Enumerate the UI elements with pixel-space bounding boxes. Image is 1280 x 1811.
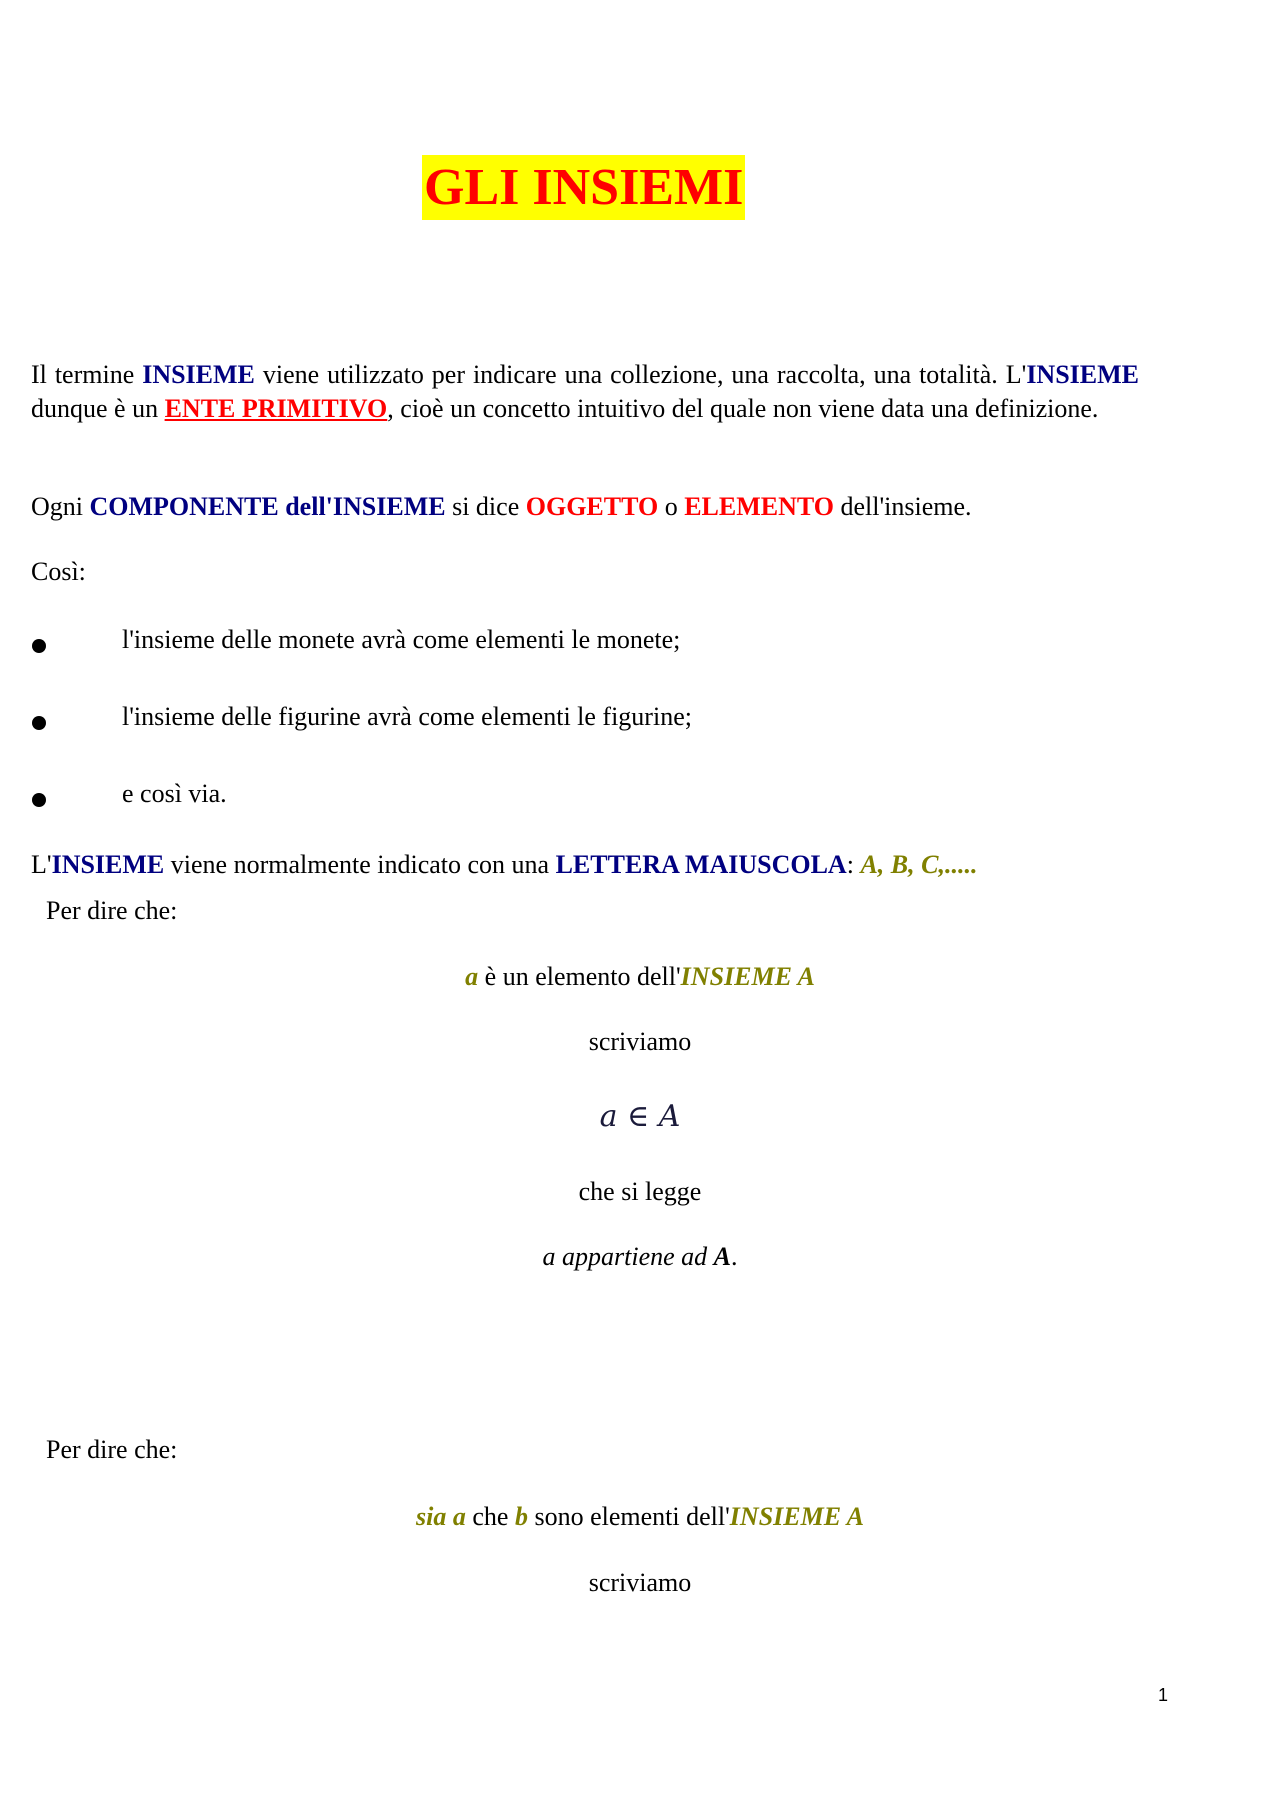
reading-text: a appartiene ad <box>542 1242 714 1271</box>
formula-text: a ∈ A <box>599 1099 681 1134</box>
per-dire-label: Per dire che: <box>46 896 178 925</box>
bullet-dot <box>32 716 46 730</box>
page-title: GLI INSIEMI <box>424 159 744 216</box>
scriviamo-label: scriviamo <box>588 1027 692 1056</box>
intro-text-2: viene utilizzato per indicare una collezione, una raccolta, una totalità. L' <box>254 360 1027 389</box>
list-item: l'insieme delle figurine avrà come elementi le figurine; <box>122 702 692 731</box>
element-b: b <box>514 1502 528 1531</box>
intro-text-3: dunque è un <box>31 394 165 423</box>
term-insieme-3: INSIEME <box>51 850 165 879</box>
element-a: a <box>465 962 479 991</box>
insieme-a: INSIEME A <box>680 962 815 991</box>
statement-2-text-2: sono elementi dell' <box>527 1502 730 1531</box>
scriviamo-label-2: scriviamo <box>588 1568 692 1597</box>
sia-a: sia a <box>416 1502 466 1531</box>
lettera-text-1: L' <box>31 850 52 879</box>
cosi-label: Così: <box>31 557 86 586</box>
che-si-legge-label: che si legge <box>578 1177 702 1206</box>
reading-set-a: A <box>713 1242 731 1271</box>
lettera-paragraph <box>31 848 977 882</box>
componente-text-1: Ogni <box>31 492 90 521</box>
title-highlight <box>422 155 745 220</box>
statement-1 <box>0 960 1280 994</box>
componente-paragraph <box>31 490 972 524</box>
per-dire-label-2: Per dire che: <box>46 1435 178 1464</box>
intro-paragraph <box>31 358 1139 426</box>
term-insieme-2: INSIEME <box>1026 360 1140 389</box>
term-oggetto: OGGETTO <box>525 492 659 521</box>
bullet-dot <box>32 639 46 653</box>
statement-1-text: è un elemento dell' <box>478 962 681 991</box>
term-elemento: ELEMENTO <box>684 492 834 521</box>
lettera-text-3: : <box>846 850 861 879</box>
intro-text-4: , cioè un concetto intuitivo del quale non viene data una definizione. <box>387 394 1099 423</box>
reading-period: . <box>731 1242 738 1271</box>
statement-2 <box>0 1500 1280 1534</box>
letters-example: A, B, C,..... <box>860 850 978 879</box>
term-componente: COMPONENTE dell'INSIEME <box>89 492 446 521</box>
componente-text-4: dell'insieme. <box>833 492 972 521</box>
statement-2-text-1: che <box>465 1502 515 1531</box>
bullet-dot <box>32 793 46 807</box>
intro-text-1: Il termine <box>31 360 143 389</box>
componente-text-2: si dice <box>445 492 526 521</box>
formula-belongs <box>0 1100 1280 1135</box>
page-number: 1 <box>1158 1685 1169 1705</box>
term-insieme: INSIEME <box>142 360 255 389</box>
ente-primitivo-link[interactable]: ENTE PRIMITIVO <box>164 394 388 423</box>
reading-statement <box>0 1240 1280 1274</box>
list-item: e così via. <box>122 779 227 808</box>
list-item: l'insieme delle monete avrà come elementi le monete; <box>122 625 681 654</box>
term-lettera-maiuscola: LETTERA MAIUSCOLA <box>555 850 847 879</box>
insieme-a-2: INSIEME A <box>729 1502 864 1531</box>
lettera-text-2: viene normalmente indicato con una <box>164 850 556 879</box>
componente-text-3: o <box>658 492 685 521</box>
